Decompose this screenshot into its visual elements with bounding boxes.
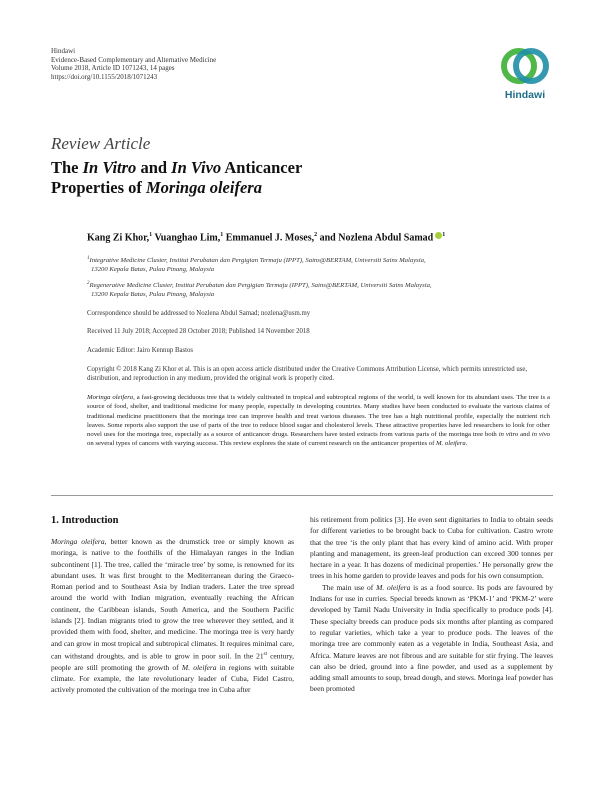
article-title: The In Vitro and In Vivo Anticancer Properties of Moringa oleifera	[51, 158, 303, 197]
section-divider	[51, 495, 553, 496]
doi-link[interactable]: https://doi.org/10.1155/2018/1071243	[51, 72, 158, 81]
copyright-notice: Copyright © 2018 Kang Zi Khor et al. This is an open access article distributed under the Creative Commons Attribution License, which permits unrestricted use, distribution, and reproduction in any medium, provided the original work is properly cited.	[87, 366, 528, 382]
publisher-name: Hindawi	[51, 47, 76, 55]
author: Kang Zi Khor,	[87, 232, 150, 244]
author-list: Kang Zi Khor,$^1$ Vuanghao Lim,$^1$ Emmanuel J. Moses,$^2$ and Nozlena Abdul Samad $^1$	[87, 232, 446, 244]
journal-header	[51, 47, 216, 81]
affiliation-1: $^1$Integrative Medicine Cluster, Institut Perubatan dan Pergigian Termaju (IPPT), Sains@BERTAM, Universiti Sains Malaysia, 13200 Kepala Batas, Pulau Pinang, Malaysia	[87, 256, 426, 274]
paragraph: The main use of M. oleifera is as a food source. Its pods are favoured by Indians for use in curries. Special breeds known as ‘PKM-1’ and ‘PKM-2’ were developed by Tamil Nadu University in India specifically to produce pods [4]. These specialty breeds can produce pods six months after planting as compared to regular varieties, which take a year to produce pods. The leaves of the moringa tree are commonly eaten as a vegetable in India, Southeast Asia, and Africa. Mature leaves are not fibrous and are suitable for stir frying. The leaves can also be dried, ground into a fine powder, and used as a supplement by adding small amounts to soup, bread dough, and stews. Moringa leaf powder has been promoted	[310, 582, 553, 694]
author: and Nozlena Abdul Samad	[317, 232, 434, 244]
volume-info: Volume 2018, Article ID 1071243, 14 pages	[51, 64, 175, 73]
publication-dates: Received 11 July 2018; Accepted 28 October 2018; Published 14 November 2018	[87, 328, 310, 335]
author: Emmanuel J. Moses,	[223, 232, 315, 244]
affiliation-2: $^2$Regenerative Medicine Cluster, Institut Perubatan dan Pergigian Termaju (IPPT), Sains@BERTAM, Universiti Sains Malaysia, 13200 Kepala Batas, Pulau Pinang, Malaysia	[87, 281, 432, 299]
correspondence: Correspondence should be addressed to Nozlena Abdul Samad; nozlena@usm.my	[87, 310, 311, 317]
intro-paragraph: Moringa oleifera, better known as the drumstick tree or simply known as moringa, is native to the foothills of the Himalayan ranges in the Indian subcontinent [1]. The tree, called the ‘miracle tree’ by some, is renowned for its abundant uses. It was first brought to the Mediterranean during the Graeco-Roman period and to Southeast Asia by Indian traders. Later the tree spread around the world with Indian migration, eventually reaching the African continent, the Caribbean islands, South America, and the Southern Pacific islands [2]. Indian migrants tried to grow the tree wherever they settled, and it provided them with food, shelter, and medicine. The moringa tree is very hardy and can grow in most tropical and subtropical climates. It requires minimal care, can withstand droughts, and is able to grow in poor soil. In the 21st century, people are still promoting the growth of M. oleifera in regions with suitable climate. For example, the late revolutionary leader of Cuba, Fidel Castro, actively promoted the cultivation of the moringa tree in Cuba after	[51, 537, 295, 695]
section-heading: 1. Introduction	[51, 515, 119, 526]
academic-editor: Academic Editor: Jairo Kennup Bastos	[87, 347, 194, 354]
hindawi-logo-icon	[497, 44, 553, 88]
article-type: Review Article	[51, 134, 151, 153]
paragraph: his retirement from politics [3]. He even sent dignitaries to India to obtain seeds for different varieties to be brought back to Cuba for cultivation. Castro wrote that the tree ‘is the only plant that has every kind of amino acid. With proper planting and management, its green-leaf production can exceed 300 tonnes per hectare in a year. It has dozens of medicinal properties.’ He personally grew the trees in his home garden to provide leaves and pods for his own consumption.	[310, 515, 553, 581]
logo-text: Hindawi	[504, 89, 546, 101]
abstract: Moringa oleifera, a fast-growing deciduous tree that is widely cultivated in tropical and subtropical regions of the world, is well known for its abundant uses. The tree is a source of food, shelter, and traditional medicine for many people, especially in developing countries. Many studies have been conducted to evaluate the various claims of traditional medicine practitioners that the moringa tree can improve health and treat various diseases. The tree has a high nutritional profile, especially the nutrient rich leaves. Some reports also support the use of parts of the tree to reduce blood sugar and cholesterol levels. These attractive properties have led researchers to look for other novel uses for the moringa tree, especially as a source of anticancer drugs. Researchers have tested extracts from various parts of the moringa tree both in vitro and in vivo on several types of cancers with varying success. This review explores the state of current research on the anticancer properties of M. oleifera.	[87, 394, 550, 448]
hindawi-logo	[497, 44, 553, 104]
journal-name: Evidence-Based Complementary and Alternative Medicine	[51, 55, 217, 64]
author: Vuanghao Lim,	[152, 232, 221, 244]
left-column	[51, 536, 294, 696]
right-column	[310, 514, 553, 695]
